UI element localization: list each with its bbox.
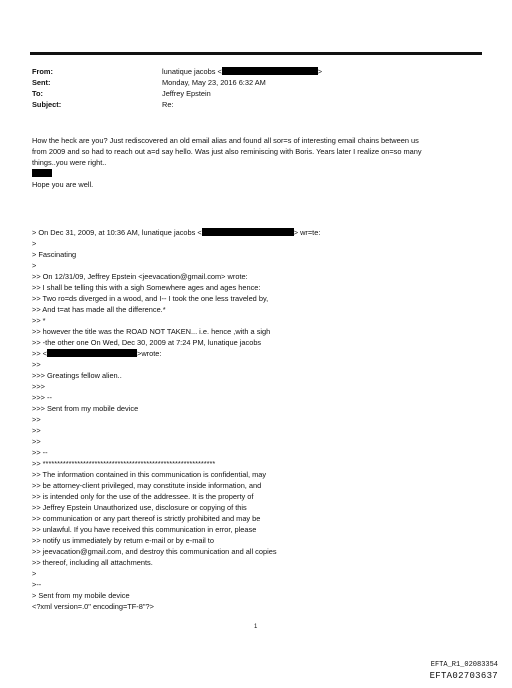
quoted-line: >> be attorney-client privileged, may constitute inside information, and — [32, 481, 262, 490]
quoted-line: >> thereof, including all attachments. — [32, 558, 153, 567]
subject-label: Subject: — [32, 100, 62, 109]
quoted-line: > — [32, 569, 37, 578]
quoted-line: > Fascinating — [32, 250, 77, 259]
quoted-line: >> -the other one On Wed, Dec 30, 2009 at 7:24 PM, lunatique jacobs — [32, 338, 262, 347]
page-number: 1 — [254, 624, 258, 630]
body-line: from 2009 and so had to reach out a=d say hello. Was just also reminiscing with Boris. Years later I realize on=so many — [32, 147, 422, 156]
quoted-line: >> is intended only for the use of the addressee. It is the property of — [32, 492, 254, 501]
quoted-line: >> — [32, 415, 41, 424]
quoted-line: >> I shall be telling this with a sigh Somewhere ages and ages hence: — [32, 283, 261, 292]
body-line — [32, 169, 52, 179]
quoted-line: >> * — [32, 316, 46, 325]
from-value: lunatique jacobs < — [162, 67, 222, 76]
quoted-line: >> — [32, 426, 41, 435]
quoted-line: >> — [32, 437, 41, 446]
quoted-line: >>> Sent from my mobile device — [32, 404, 139, 413]
body-line: things..you were right.. — [32, 158, 107, 167]
quoted-line: >>> Greatings fellow alien.. — [32, 371, 122, 380]
quoted-line: >>> — [32, 382, 45, 391]
quoted-wrote-line: >> < >wrote: — [32, 349, 162, 358]
redaction-box — [202, 228, 294, 236]
header-rule — [30, 52, 482, 55]
sent-label: Sent: — [32, 78, 51, 87]
quoted-line: >> Jeffrey Epstein Unauthorized use, disclosure or copying of this — [32, 503, 247, 512]
quoted-line: >> however the title was the ROAD NOT TAKEN... i.e. hence ,with a sigh — [32, 327, 271, 336]
quoted-line: >-- — [32, 580, 42, 589]
quoted-line: <?xml version=.0" encoding=TF-8"?> — [32, 602, 154, 611]
redaction-box — [222, 67, 318, 75]
quoted-line: > — [32, 261, 37, 270]
quoted-line: >> -- — [32, 448, 48, 457]
to-value: Jeffrey Epstein — [162, 89, 211, 98]
quoted-line: >> notify us immediately by return e-mail or by e-mail to — [32, 536, 214, 545]
quoted-line: >> communication or any part thereof is strictly prohibited and may be — [32, 514, 261, 523]
quoted-line: >> Two ro=ds diverged in a wood, and I-- I took the one less traveled by, — [32, 294, 269, 303]
quoted-line: >> On 12/31/09, Jeffrey Epstein <jeevacation@gmail.com> wrote: — [32, 272, 248, 281]
quoted-line: >>> -- — [32, 393, 52, 402]
quoted-line: >> unlawful. If you have received this communication in error, please — [32, 525, 257, 534]
quoted-line: >> The information contained in this communication is confidential, may — [32, 470, 267, 479]
quoted-line: >> ************************************************************ — [32, 459, 216, 468]
body-line: Hope you are well. — [32, 180, 94, 189]
quoted-line: >> And t=at has made all the difference.* — [32, 305, 166, 314]
to-label: To: — [32, 89, 43, 98]
body-line: How the heck are you? Just rediscovered an old email alias and found all sor=s of interesting email chains between us — [32, 136, 419, 145]
from-label: From: — [32, 67, 53, 76]
redaction-box — [47, 349, 137, 357]
from-value-end: > — [317, 67, 323, 76]
quoted-line: >> jeevacation@gmail.com, and destroy this communication and all copies — [32, 547, 277, 556]
bates-number-2: EFTA02703637 — [429, 671, 498, 681]
bates-number-1: EFTA_R1_02083354 — [430, 661, 498, 669]
quoted-line: >> — [32, 360, 41, 369]
quoted-line: > Sent from my mobile device — [32, 591, 130, 600]
quoted-intro: > On Dec 31, 2009, at 10:36 AM, lunatique jacobs < > wr=te: — [32, 228, 321, 237]
subject-value: Re: — [162, 100, 174, 109]
redaction-box — [32, 169, 52, 177]
sent-value: Monday, May 23, 2016 6:32 AM — [162, 78, 266, 87]
quoted-line: > — [32, 239, 37, 248]
